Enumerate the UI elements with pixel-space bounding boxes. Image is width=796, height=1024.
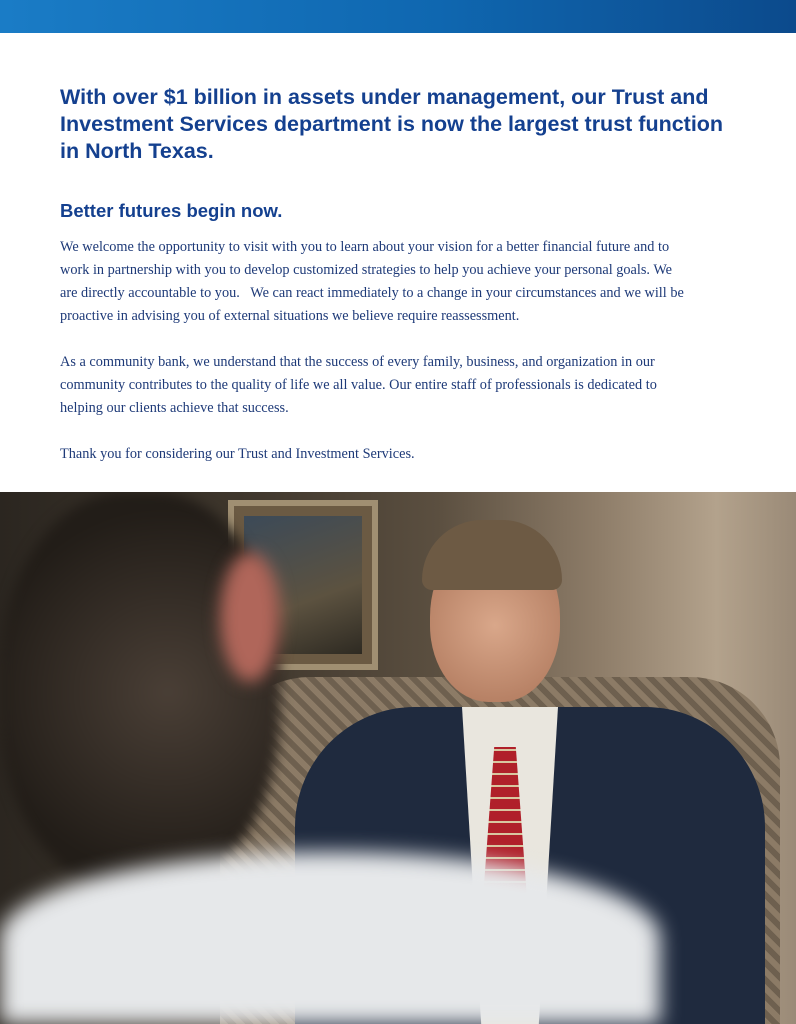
headline-line: With over $1 billion in assets under management, our Trust and [60, 85, 709, 109]
client-head-blurred [0, 492, 280, 892]
text-line: work in partnership with you to develop customized strategies to help you achieve your personal goals. We [60, 262, 673, 278]
headline-line: in North Texas. [60, 139, 214, 163]
text-line: We welcome the opportunity to visit with you to learn about your vision for a better financial future and to [60, 239, 670, 255]
paragraph-gap [60, 420, 760, 443]
text-line: community contributes to the quality of life we all value. Our entire staff of professionals is dedicated to [60, 377, 657, 393]
top-banner [0, 0, 796, 33]
body-text [60, 236, 760, 466]
client-ear-blurred [220, 552, 280, 682]
client-shoulder-blurred [0, 852, 660, 1024]
advisor-meeting-photo [0, 492, 796, 1024]
text-line: As a community bank, we understand that the success of every family, business, and organization in our [60, 354, 655, 370]
headline [60, 84, 760, 165]
headline-line: Investment Services department is now the largest trust function [60, 112, 724, 136]
text-line: Thank you for considering our Trust and Investment Services. [60, 446, 415, 462]
text-line: are directly accountable to you. We can react immediately to a change in your circumstances and we will be [60, 285, 684, 301]
text-line: proactive in advising you of external situations we believe require reassessment. [60, 308, 520, 324]
paragraph-gap [60, 328, 760, 351]
subheading: Better futures begin now. [60, 200, 283, 221]
text-line: helping our clients achieve that success. [60, 400, 289, 416]
advisor-hair [422, 520, 562, 590]
